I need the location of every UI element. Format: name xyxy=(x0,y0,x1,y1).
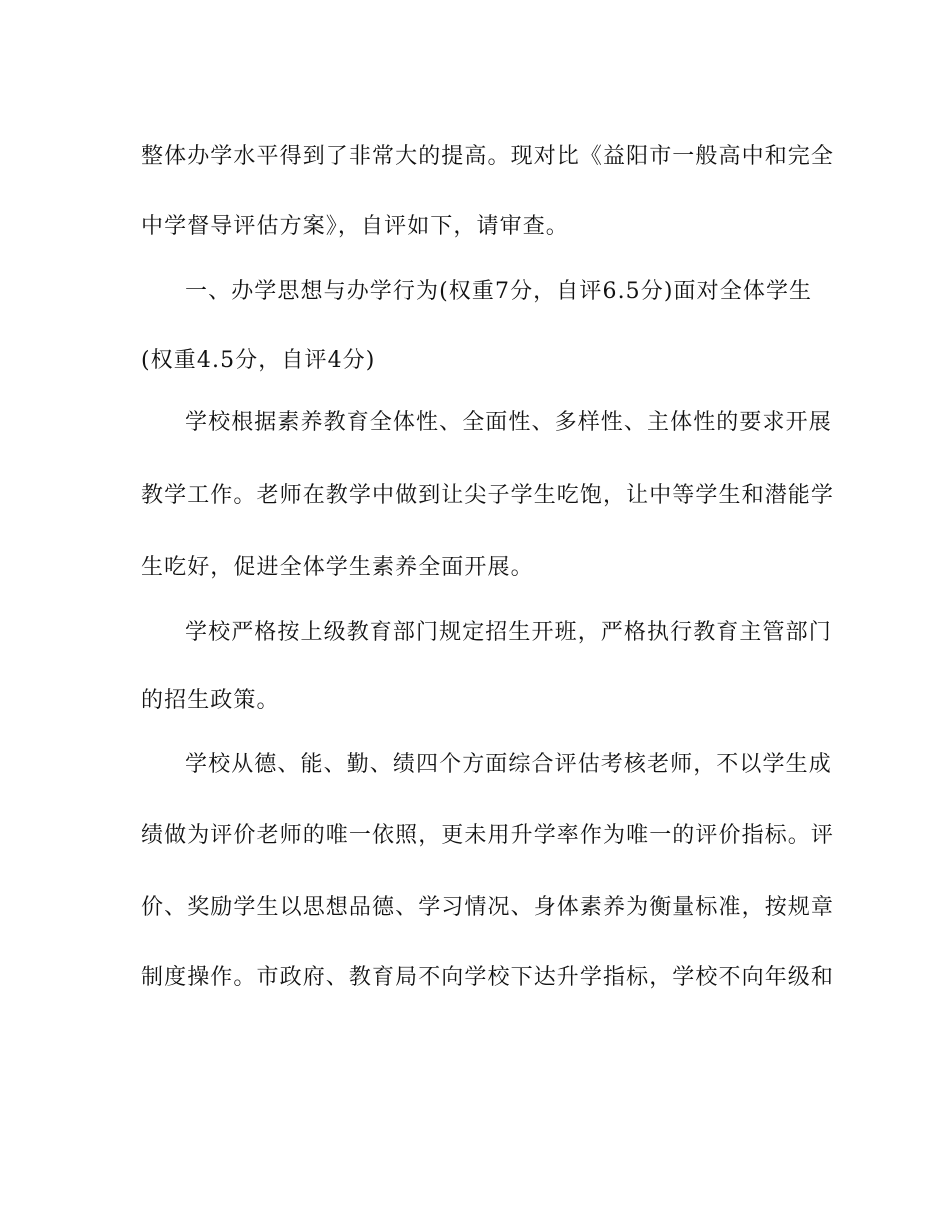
paragraph-line: (权重4.5分，自评4分) xyxy=(141,348,376,373)
paragraph-line: 制度操作。市政府、教育局不向学校下达升学指标，学校不向年级和 xyxy=(141,965,835,990)
paragraph-line: 学校根据素养教育全体性、全面性、多样性、主体性的要求开展 xyxy=(185,410,832,435)
paragraph-line: 教学工作。老师在教学中做到让尖子学生吃饱，让中等学生和潜能学 xyxy=(141,483,835,508)
section-heading: 一、办学思想与办学行为(权重7分，自评6.5分)面对全体学生 xyxy=(185,279,813,304)
paragraph-line: 价、奖励学生以思想品德、学习情况、身体素养为衡量标准，按规章 xyxy=(141,895,835,920)
paragraph-line: 整体办学水平得到了非常大的提高。现对比《益阳市一般高中和完全 xyxy=(141,144,835,169)
paragraph-line: 学校从德、能、勤、绩四个方面综合评估考核老师，不以学生成 xyxy=(185,752,832,777)
paragraph-line: 的招生政策。 xyxy=(141,688,280,713)
paragraph-line: 生吃好，促进全体学生素养全面开展。 xyxy=(141,555,534,580)
paragraph-line: 绩做为评价老师的唯一依照，更未用升学率作为唯一的评价指标。评 xyxy=(141,823,835,848)
paragraph-line: 学校严格按上级教育部门规定招生开班，严格执行教育主管部门 xyxy=(185,620,832,645)
paragraph-line: 中学督导评估方案》，自评如下，请审查。 xyxy=(141,214,569,239)
